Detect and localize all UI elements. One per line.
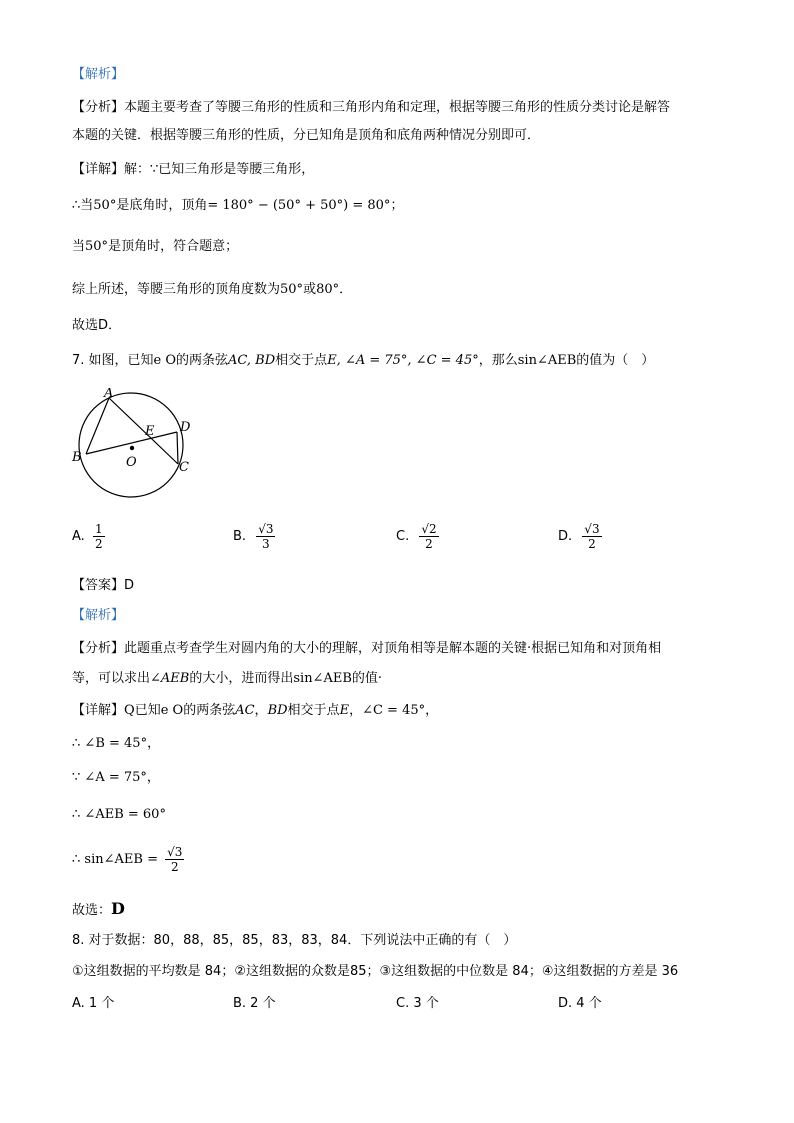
option-7d: D. $\frac{√3}{2}$: [558, 522, 600, 551]
chord-cd: [177, 432, 178, 464]
analysis2-line-2: 等，可以求出∠AEB的大小，进而得出sin∠AEB的值·: [72, 671, 383, 686]
option-7c: C. $\frac{√2}{2}$: [396, 522, 437, 551]
analysis2-line-1: 【分析】此题重点考查学生对圆内角的大小的理解，对顶角相等是解本题的关键·根据已知角和对顶角相: [72, 641, 662, 656]
answer-7: 【答案】D: [72, 578, 135, 593]
option-8c: C. 3 个: [396, 996, 439, 1011]
choose-line-2: 故选：D: [72, 899, 125, 918]
analysis-heading: 【解析】: [72, 67, 125, 82]
label-c: C: [179, 460, 189, 475]
label-e: E: [145, 424, 155, 439]
question-8: 8. 对于数据：80，88，85，85，83，83，84．下列说法中正确的有（ ）: [72, 933, 517, 948]
label-d: D: [180, 420, 191, 435]
center-dot: [130, 446, 134, 450]
choose-line-1: 故选D．: [72, 318, 122, 333]
chord-ab: [86, 398, 109, 454]
detail-line-1: 【详解】解：∵已知三角形是等腰三角形，: [72, 162, 315, 177]
option-8d: D. 4 个: [558, 996, 602, 1011]
step-4: ∴ sin∠AEB = $\frac{√3}{2}$: [72, 845, 183, 874]
circle-o: [79, 393, 183, 497]
option-7a: A. $\frac{1}{2}$: [72, 522, 103, 551]
step-1: ∴ ∠B = 45°，: [72, 736, 161, 751]
summary-line: 综上所述，等腰三角形的顶角度数为50°或80°．: [72, 282, 353, 297]
analysis-line-1: 【分析】本题主要考查了等腰三角形的性质和三角形内角和定理，根据等腰三角形的性质分类讨论是解答: [72, 100, 671, 115]
option-8a: A. 1 个: [72, 996, 115, 1011]
option-7b: B. $\frac{√3}{3}$: [233, 522, 274, 551]
question-7: 7. 如图，已知e O的两条弦AC, BD相交于点E, ∠A = 75°, ∠C = 45°，那么sin∠AEB的值为（ ）: [72, 353, 655, 368]
label-b: B: [72, 450, 82, 465]
circle-figure: [68, 388, 198, 503]
case-vertex-angle: 当50°是顶角时，符合题意；: [72, 239, 239, 254]
step-2: ∵ ∠A = 75°，: [72, 770, 160, 785]
detail2-line: 【详解】Q已知e O的两条弦AC，BD相交于点E，∠C = 45°，: [72, 703, 439, 718]
option-8b: B. 2 个: [233, 996, 276, 1011]
label-o: O: [126, 455, 137, 470]
question-8-items: ①这组数据的平均数是 84；②这组数据的众数是85；③这组数据的中位数是 84；④这组数据的方差是 36: [72, 964, 679, 979]
case-base-angle: ∴当50°是底角时，顶角= 180° − (50° + 50°) = 80°；: [72, 198, 404, 213]
analysis-heading-2: 【解析】: [72, 608, 125, 623]
step-3: ∴ ∠AEB = 60°: [72, 807, 166, 822]
label-a: A: [104, 388, 114, 401]
analysis-line-2: 本题的关键．根据等腰三角形的性质，分已知角是顶角和底角两种情况分别即可．: [72, 128, 541, 143]
